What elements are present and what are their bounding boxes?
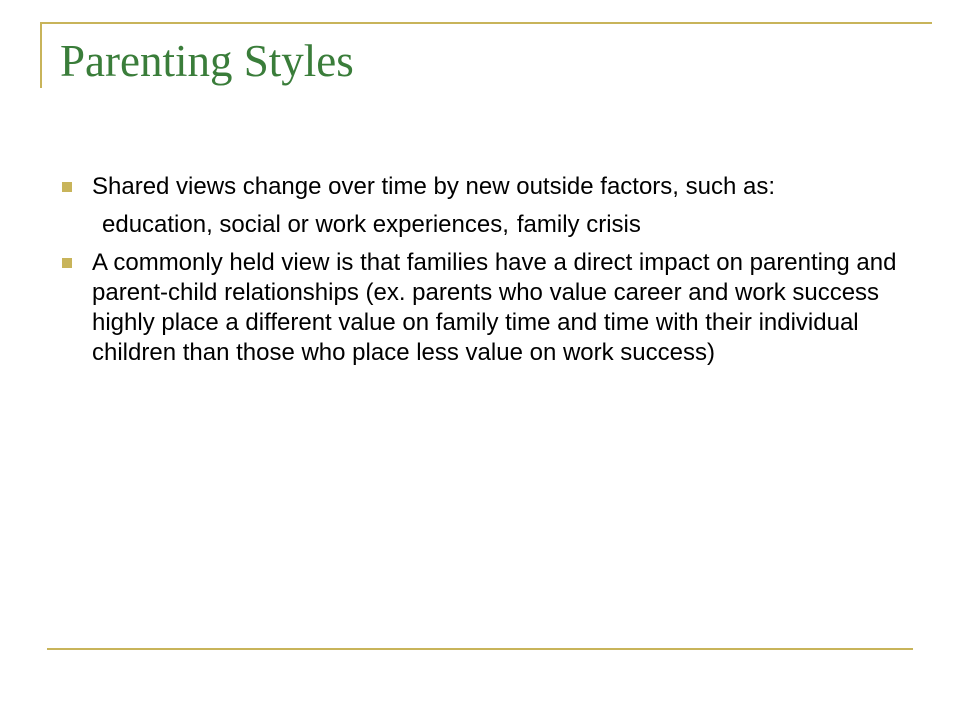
bullet-item [60, 248, 900, 368]
bottom-rule [47, 648, 913, 650]
bullet-subline [60, 210, 900, 240]
bullet-text: Shared views change over time by new outside factors, such as: [92, 173, 776, 200]
sub-item-text: family crisis [516, 211, 641, 238]
bullet-text: A commonly held view is that families have a direct impact on parenting and parent-child relationships (ex. parents who value career and work success highly place a different value on family time and time with their individual children than those who place less value on work success) [92, 249, 897, 366]
sub-item-text: education, social or work experiences, [102, 211, 509, 238]
top-rule [40, 22, 932, 24]
bullet-item [60, 172, 900, 202]
square-bullet-icon [62, 258, 72, 268]
left-rule [40, 22, 42, 88]
bullet-list [60, 172, 900, 368]
slide-title: Parenting Styles [60, 36, 354, 86]
square-bullet-icon [62, 182, 72, 192]
